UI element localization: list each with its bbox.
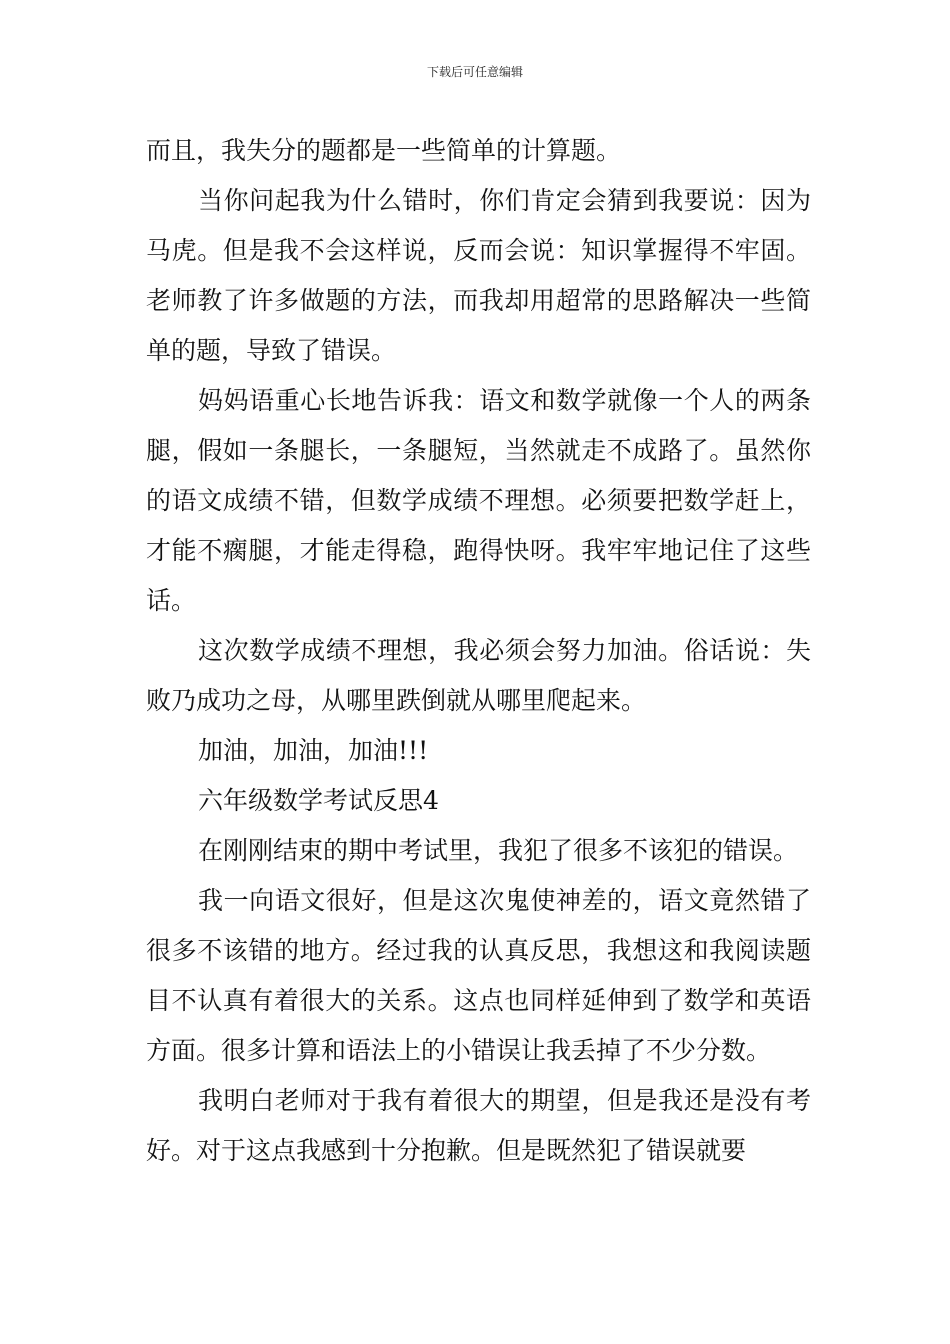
document-body — [146, 126, 811, 1176]
paragraph-5: 加油，加油，加油!!! — [198, 736, 429, 765]
paragraph-9: 我明白老师对于我有着很大的期望，但是我还是没有考好。对于这点我感到十分抱歉。但是既然犯了错误就要 — [146, 1086, 811, 1165]
paragraph-3: 妈妈语重心长地告诉我：语文和数学就像一个人的两条腿，假如一条腿长，一条腿短，当然就走不成路了。虽然你的语文成绩不错，但数学成绩不理想。必须要把数学赶上，才能不瘸腿，才能走得稳，跑得快呀。我牢牢地记住了这些话。 — [146, 386, 811, 615]
paragraph-2: 当你问起我为什么错时，你们肯定会猜到我要说：因为马虎。但是我不会这样说，反而会说：知识掌握得不牢固。老师教了许多做题的方法，而我却用超常的思路解决一些简单的题，导致了错误。 — [146, 186, 811, 365]
paragraph-4: 这次数学成绩不理想，我必须会努力加油。俗话说：失败乃成功之母，从哪里跌倒就从哪里爬起来。 — [146, 636, 811, 715]
paragraph-8: 我一向语文很好，但是这次鬼使神差的，语文竟然错了很多不该错的地方。经过我的认真反思，我想这和我阅读题目不认真有着很大的关系。这点也同样延伸到了数学和英语方面。很多计算和语法上的小错误让我丢掉了不少分数。 — [146, 886, 811, 1065]
page-header-note: 下载后可任意编辑 — [426, 65, 523, 79]
paragraph-1: 而且，我失分的题都是一些简单的计算题。 — [146, 136, 622, 165]
paragraph-7: 在刚刚结束的期中考试里，我犯了很多不该犯的错误。 — [198, 836, 799, 865]
section-heading: 六年级数学考试反思4 — [198, 786, 439, 815]
